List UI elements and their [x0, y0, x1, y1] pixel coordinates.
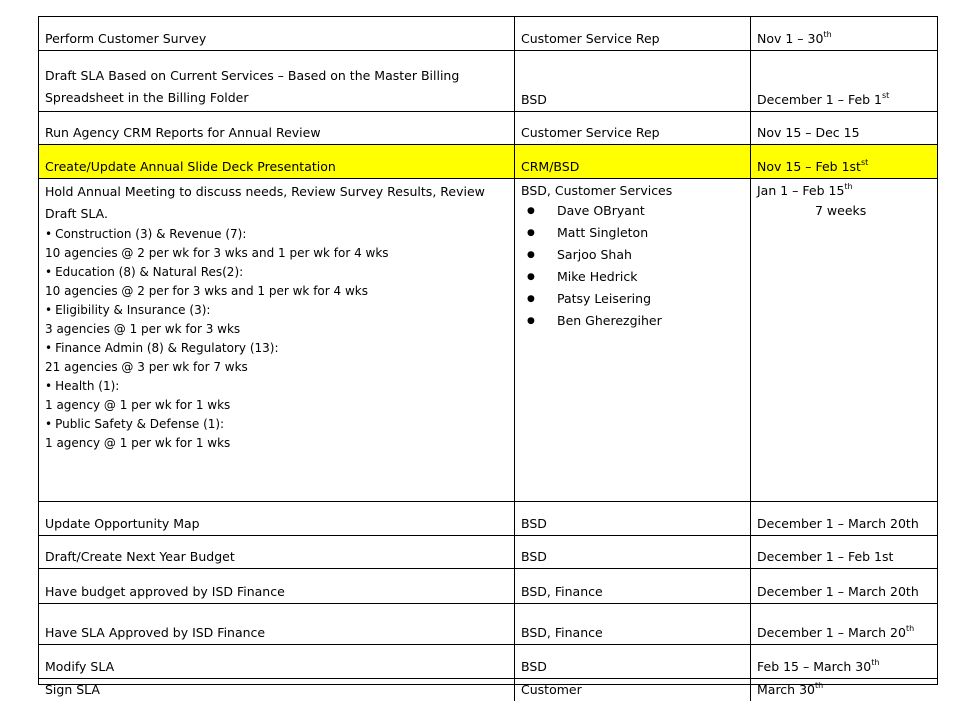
date-cell: [751, 679, 937, 701]
table-row: [39, 51, 937, 112]
table-row: [39, 502, 937, 536]
table-row: [39, 679, 937, 701]
agency-group-title: • Health (1):: [45, 377, 485, 396]
agency-group-detail: 1 agency @ 1 per wk for 1 wks: [45, 436, 231, 450]
agency-group-detail: 3 agencies @ 1 per wk for 3 wks: [45, 322, 241, 336]
task-text: Perform Customer Survey: [45, 31, 207, 46]
owner-cell: [515, 502, 751, 535]
date-cell: [751, 51, 937, 111]
owner-text: BSD, Finance: [521, 584, 603, 599]
date-cell: [751, 536, 937, 568]
date-cell: [751, 502, 937, 535]
owner-text: Customer Service Rep: [521, 125, 660, 140]
task-cell: [39, 112, 515, 144]
task-text: Modify SLA: [45, 659, 115, 674]
agency-group-detail: 1 agency @ 1 per wk for 1 wks: [45, 398, 231, 412]
table-row: [39, 569, 937, 604]
task-cell: [39, 679, 515, 701]
task-cell: [39, 604, 515, 644]
date-text: March 30th: [757, 681, 824, 697]
date-text: Nov 1 – 30th: [757, 30, 832, 46]
people-list: [521, 200, 672, 332]
date-cell: [751, 17, 937, 50]
list-item: ● Patsy Leisering: [521, 288, 672, 310]
agency-group-title: • Construction (3) & Revenue (7):: [45, 225, 485, 244]
date-text: Jan 1 – Feb 15th: [757, 182, 853, 198]
task-cell: [39, 569, 515, 603]
date-text: December 1 – March 20th: [757, 584, 919, 599]
owner-cell: [515, 17, 751, 50]
task-text: Hold Annual Meeting to discuss needs, Review Survey Results, Review: [45, 184, 485, 199]
owner-text: Customer: [521, 682, 582, 697]
date-text: December 1 – March 20th: [757, 516, 919, 531]
task-text: Draft SLA Based on Current Services – Based on the Master Billing: [45, 68, 460, 83]
task-text: Run Agency CRM Reports for Annual Review: [45, 125, 321, 140]
date-cell: [751, 179, 937, 501]
agency-group-detail: 10 agencies @ 2 per wk for 3 wks and 1 per wk for 4 wks: [45, 246, 389, 260]
table-row: [39, 604, 937, 645]
owner-cell: [515, 604, 751, 644]
owner-cell: [515, 112, 751, 144]
task-cell: [39, 502, 515, 535]
table-row: [39, 179, 937, 502]
date-text: December 1 – March 20th: [757, 624, 915, 640]
owner-cell: [515, 536, 751, 568]
owner-cell: [515, 679, 751, 701]
table-row: [39, 112, 937, 145]
table-row: [39, 645, 937, 679]
date-cell: [751, 112, 937, 144]
owner-cell: [515, 179, 751, 501]
task-cell: [39, 179, 515, 501]
task-cell: [39, 536, 515, 568]
task-cell: [39, 145, 515, 178]
table-row: [39, 536, 937, 569]
list-item: ● Matt Singleton: [521, 222, 672, 244]
date-cell: [751, 604, 937, 644]
date-cell: [751, 645, 937, 678]
owner-cell: [515, 569, 751, 603]
owner-text: CRM/BSD: [521, 159, 580, 174]
task-cell: [39, 17, 515, 50]
owner-text: BSD, Finance: [521, 625, 603, 640]
agency-group-title: • Eligibility & Insurance (3):: [45, 301, 485, 320]
agency-group-title: • Finance Admin (8) & Regulatory (13):: [45, 339, 485, 358]
owner-cell: [515, 645, 751, 678]
owner-text: BSD: [521, 549, 547, 564]
agency-group-detail: 10 agencies @ 2 per for 3 wks and 1 per wk for 4 wks: [45, 284, 368, 298]
duration-text: 7 weeks: [815, 203, 867, 218]
owner-cell: [515, 51, 751, 111]
list-item: ● Ben Gherezgiher: [521, 310, 672, 332]
date-text: December 1 – Feb 1st: [757, 91, 890, 107]
owner-cell: [515, 145, 751, 178]
task-cell: [39, 51, 515, 111]
task-cell: [39, 645, 515, 678]
task-text: Create/Update Annual Slide Deck Presentation: [45, 159, 336, 174]
date-text: December 1 – Feb 1st: [757, 549, 894, 564]
agency-group-title: • Public Safety & Defense (1):: [45, 415, 485, 434]
date-text: Nov 15 – Dec 15: [757, 125, 860, 140]
date-text: Nov 15 – Feb $1st^{st}$: [757, 158, 869, 174]
owner-text: BSD: [521, 92, 547, 107]
owner-text: BSD: [521, 659, 547, 674]
date-text: Feb 15 – March 30th: [757, 658, 880, 674]
date-cell: [751, 145, 937, 178]
list-item: ● Mike Hedrick: [521, 266, 672, 288]
task-text: Have budget approved by ISD Finance: [45, 584, 285, 599]
agency-group-title: • Education (8) & Natural Res(2):: [45, 263, 485, 282]
task-text: Draft/Create Next Year Budget: [45, 549, 235, 564]
agency-group-detail: 21 agencies @ 3 per wk for 7 wks: [45, 360, 248, 374]
task-text: Have SLA Approved by ISD Finance: [45, 625, 266, 640]
table-row: [39, 17, 937, 51]
list-item: ● Sarjoo Shah: [521, 244, 672, 266]
owner-text: BSD, Customer Services: [521, 183, 673, 198]
date-cell: [751, 569, 937, 603]
list-item: ● Dave OBryant: [521, 200, 672, 222]
task-text: Sign SLA: [45, 682, 100, 697]
task-text: Update Opportunity Map: [45, 516, 200, 531]
task-text: Spreadsheet in the Billing Folder: [45, 90, 249, 105]
agency-group-list: [45, 225, 485, 453]
table-row-highlighted: [39, 145, 937, 179]
owner-text: BSD: [521, 516, 547, 531]
task-text: Draft SLA.: [45, 206, 108, 221]
schedule-table: [38, 16, 938, 697]
owner-text: Customer Service Rep: [521, 31, 660, 46]
